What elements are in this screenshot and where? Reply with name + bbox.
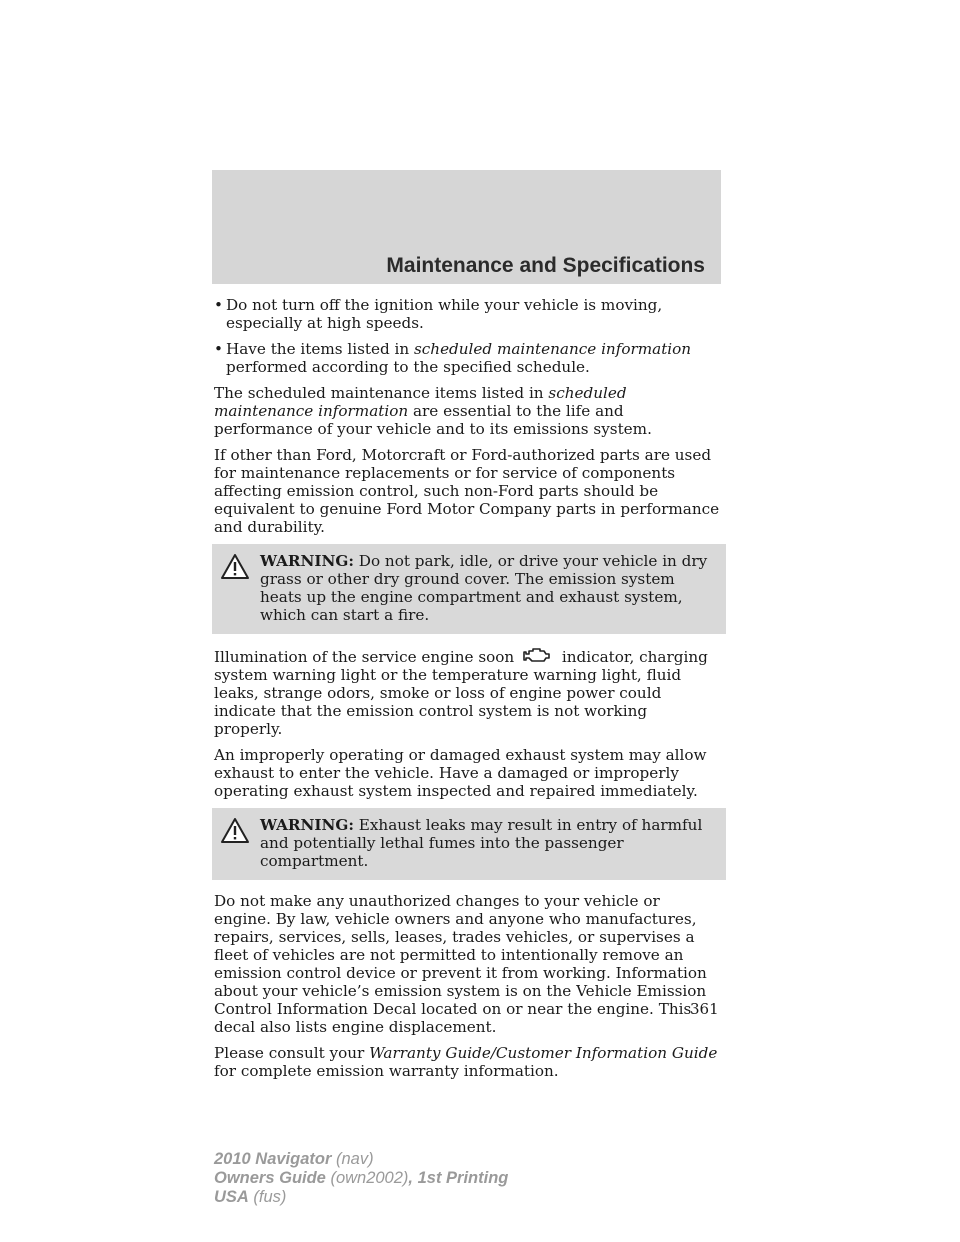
paragraph-exhaust: An improperly operating or damaged exhaust system may allow exhaust to enter the vehicle. Have a damaged or improperly operating exhaust system inspected and repaired immediately. — [214, 746, 707, 800]
warning-text: WARNING: Exhaust leaks may result in entry of harmful and potentially lethal fumes into the passenger compartment. — [260, 816, 703, 870]
section-title: Maintenance and Specifications — [386, 254, 705, 277]
paragraph-consult: Please consult your Warranty Guide/Customer Information Guide for complete emission warranty information. — [214, 1044, 718, 1080]
paragraph-scheduled: The scheduled maintenance items listed in scheduled maintenance information are essential to the life and performance of your vehicle and to its emissions system. — [214, 384, 652, 438]
page-content — [214, 296, 720, 1088]
paragraph-changes: Do not make any unauthorized changes to your vehicle or engine. By law, vehicle owners and anyone who manufactures, repairs, services, sells, leases, trades vehicles, or supervises a fleet of vehicles are not permitted to intentionally remove an emission control device or prevent it from working. Information about your vehicle’s emission system is on the Vehicle Emission Control Information Decal located on or near the engine. This decal also lists engine displacement. — [214, 892, 707, 1036]
bullet-item: • Do not turn off the ignition while your vehicle is moving, especially at high speeds. — [214, 296, 720, 332]
paragraph-illumination: Illumination of the service engine soon indicator, charging system warning light or the temperature warning light, fluid leaks, strange odors, smoke or loss of engine power could indicate that the emission control system is not working properly. — [214, 648, 708, 738]
page-number: 361 — [690, 1000, 719, 1018]
footer-line-2: Owners Guide (own2002), 1st Printing — [214, 1169, 509, 1187]
warning-text: WARNING: Do not park, idle, or drive your vehicle in dry grass or other dry ground cover. The emission system heats up the engine compartment and exhaust system, which can start a fire. — [260, 552, 708, 624]
reference-italic: scheduled maintenance information — [214, 384, 627, 420]
warning-box — [212, 808, 726, 880]
header-band — [212, 170, 721, 284]
bullet-text: Have the items listed in scheduled maintenance information performed according to the specified schedule. — [226, 340, 692, 376]
warning-triangle-icon — [220, 553, 250, 580]
paragraph-parts: If other than Ford, Motorcraft or Ford-authorized parts are used for maintenance replacements or for service of components affecting emission control, such non-Ford parts should be equivalent to genuine Ford Motor Company parts in performance and durability. — [214, 446, 720, 536]
warning-triangle-icon — [220, 817, 250, 844]
bullet-item: • Have the items listed in scheduled maintenance information performed according to the specified schedule. — [214, 340, 720, 376]
reference-italic: Warranty Guide/Customer Information Guide — [369, 1044, 718, 1062]
print-footer — [214, 1150, 508, 1207]
footer-line-3: USA (fus) — [214, 1188, 287, 1206]
bullet-text: Do not turn off the ignition while your vehicle is moving, especially at high speeds. — [226, 296, 663, 332]
warning-label: WARNING: — [260, 816, 354, 834]
warning-label: WARNING: — [260, 552, 354, 570]
reference-italic: scheduled maintenance information — [413, 340, 692, 358]
check-engine-icon — [523, 646, 553, 664]
warning-box — [212, 544, 726, 634]
footer-line-1: 2010 Navigator (nav) — [214, 1150, 374, 1168]
